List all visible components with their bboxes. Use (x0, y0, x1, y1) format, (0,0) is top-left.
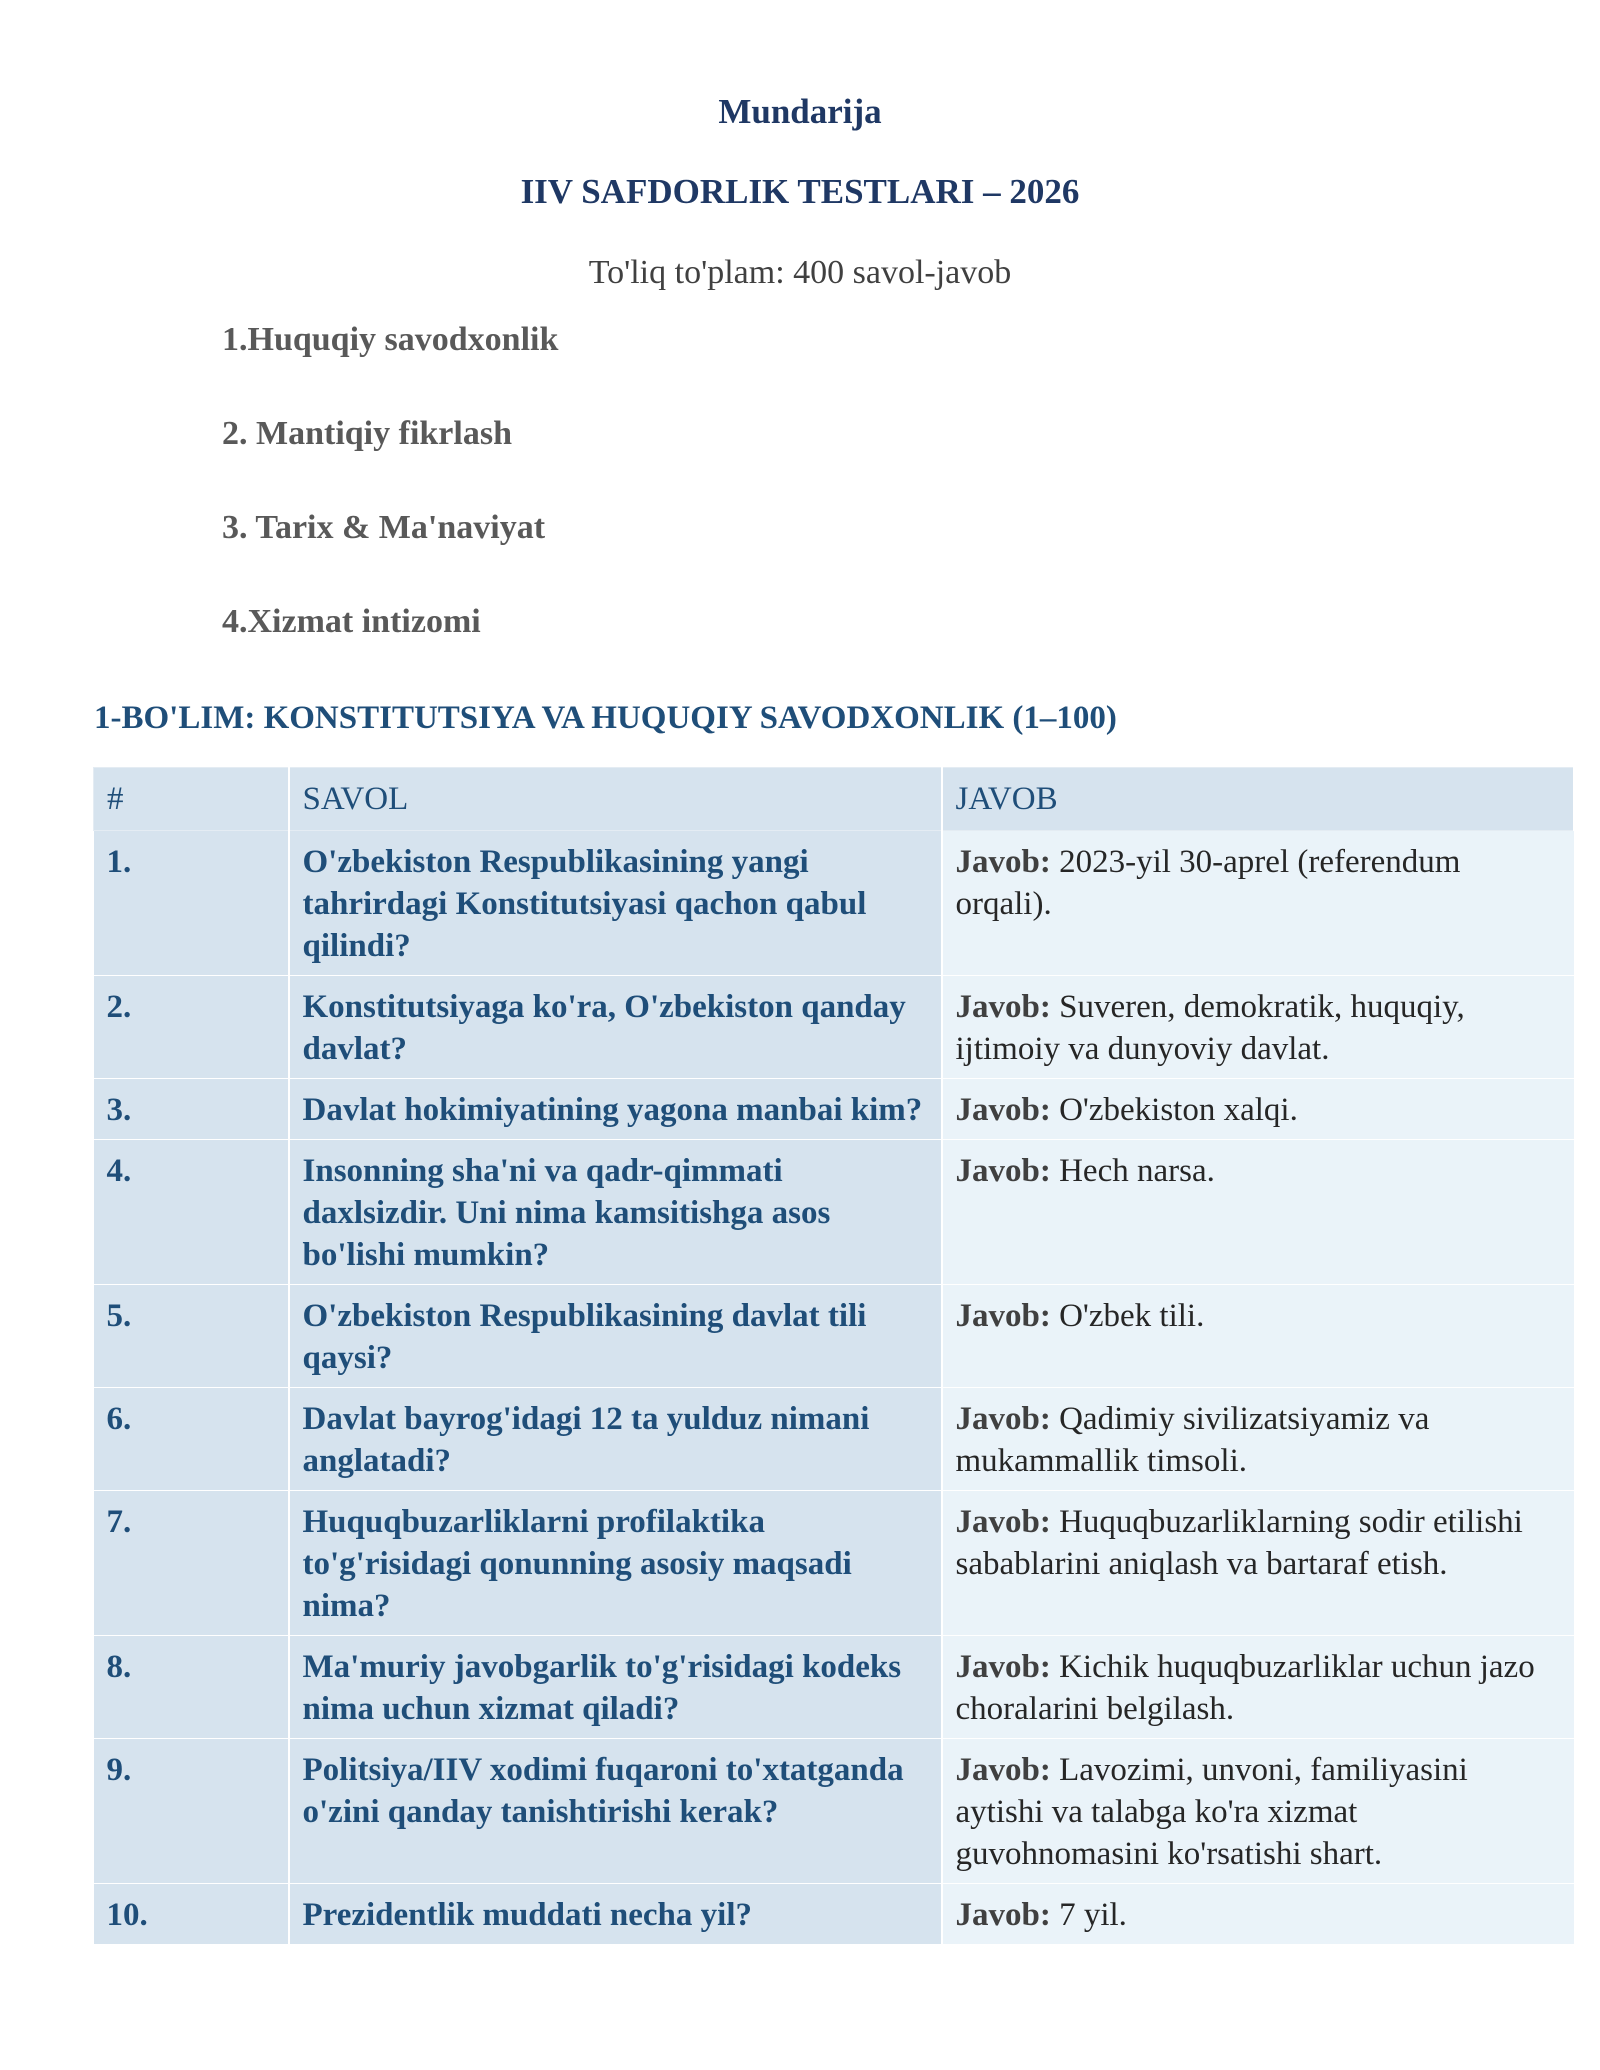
row-number: 8. (94, 1636, 289, 1739)
row-number: 9. (94, 1739, 289, 1884)
toc-item[interactable]: 1.Huquqiy savodxonlik (222, 321, 559, 358)
column-header-number: # (94, 768, 289, 831)
question-cell: O'zbekiston Respublikasining yangi tahrirdagi Konstitutsiyasi qachon qabul qilindi? (289, 831, 942, 976)
answer-cell (942, 1884, 1574, 1945)
column-header-answer: JAVOB (942, 768, 1574, 831)
row-number: 2. (94, 976, 289, 1079)
answer-cell (942, 1636, 1574, 1739)
table-row (94, 1739, 1574, 1884)
row-number: 5. (94, 1285, 289, 1388)
answer-text: O'zbek tili. (1059, 1298, 1205, 1334)
answer-text: 2023-yil 30-aprel (referendum orqali). (955, 844, 1461, 922)
answer-prefix: Javob: (955, 1298, 1051, 1334)
question-cell: Prezidentlik muddati necha yil? (289, 1884, 942, 1945)
question-cell: Davlat hokimiyatining yagona manbai kim? (289, 1079, 942, 1140)
table-row (94, 1079, 1574, 1140)
question-cell: Davlat bayrog'idagi 12 ta yulduz nimani anglatadi? (289, 1388, 942, 1491)
answer-cell (942, 976, 1574, 1079)
answer-prefix: Javob: (955, 989, 1051, 1025)
answer-prefix: Javob: (955, 1649, 1051, 1685)
section-heading: 1-BO'LIM: KONSTITUTSIYA VA HUQUQIY SAVODXONLIK (1–100) (94, 700, 1117, 736)
table-row (94, 1140, 1574, 1285)
answer-cell (942, 1739, 1574, 1884)
table-row (94, 976, 1574, 1079)
row-number: 4. (94, 1140, 289, 1285)
answer-cell (942, 1140, 1574, 1285)
row-number: 10. (94, 1884, 289, 1945)
question-cell: Ma'muriy javobgarlik to'g'risidagi kodeks nima uchun xizmat qiladi? (289, 1636, 942, 1739)
question-cell: Politsiya/IIV xodimi fuqaroni to'xtatganda o'zini qanday tanishtirishi kerak? (289, 1739, 942, 1884)
row-number: 6. (94, 1388, 289, 1491)
subtitle: To'liq to'plam: 400 savol-javob (588, 254, 1012, 291)
answer-text: Qadimiy sivilizatsiyamiz va mukammallik timsoli. (955, 1401, 1430, 1479)
question-cell: Konstitutsiyaga ko'ra, O'zbekiston qanday davlat? (289, 976, 942, 1079)
table-body (94, 831, 1574, 1945)
toc-item[interactable]: 4.Xizmat intizomi (222, 603, 481, 640)
qa-table (93, 767, 1575, 1945)
table-row (94, 831, 1574, 976)
answer-text: Hech narsa. (1059, 1153, 1215, 1189)
table-header-row (94, 768, 1574, 831)
question-cell: Insonning sha'ni va qadr-qimmati daxlsizdir. Uni nima kamsitishga asos bo'lishi mumkin? (289, 1140, 942, 1285)
table-row (94, 1388, 1574, 1491)
answer-prefix: Javob: (955, 1153, 1051, 1189)
question-cell: O'zbekiston Respublikasining davlat tili qaysi? (289, 1285, 942, 1388)
answer-text: 7 yil. (1059, 1897, 1127, 1933)
row-number: 3. (94, 1079, 289, 1140)
answer-prefix: Javob: (955, 1401, 1051, 1437)
toc-item[interactable]: 2. Mantiqiy fikrlash (222, 415, 512, 452)
row-number: 7. (94, 1491, 289, 1636)
answer-prefix: Javob: (955, 1092, 1051, 1128)
answer-prefix: Javob: (955, 1897, 1051, 1933)
column-header-question: SAVOL (289, 768, 942, 831)
table-row (94, 1285, 1574, 1388)
answer-prefix: Javob: (955, 1752, 1051, 1788)
answer-text: Lavozimi, unvoni, familiyasini aytishi va talabga ko'ra xizmat guvohnomasini ko'rsatishi shart. (955, 1752, 1468, 1872)
answer-text: Suveren, demokratik, huquqiy, ijtimoiy va dunyoviy davlat. (955, 989, 1465, 1067)
table-row (94, 1491, 1574, 1636)
document-title: Mundarija (718, 92, 882, 131)
answer-text: Kichik huquqbuzarliklar uchun jazo choralarini belgilash. (955, 1649, 1535, 1727)
answer-cell (942, 1388, 1574, 1491)
row-number: 1. (94, 831, 289, 976)
answer-text: O'zbekiston xalqi. (1059, 1092, 1298, 1128)
answer-cell (942, 1491, 1574, 1636)
table-row (94, 1884, 1574, 1945)
table-row (94, 1636, 1574, 1739)
question-cell: Huquqbuzarliklarni profilaktika to'g'risidagi qonunning asosiy maqsadi nima? (289, 1491, 942, 1636)
answer-prefix: Javob: (955, 844, 1051, 880)
answer-text: Huquqbuzarliklarning sodir etilishi sabablarini aniqlash va bartaraf etish. (955, 1504, 1523, 1582)
table-of-contents (222, 318, 558, 694)
main-title: IIV SAFDORLIK TESTLARI – 2026 (520, 172, 1080, 211)
toc-item[interactable]: 3. Tarix & Ma'naviyat (222, 509, 546, 546)
answer-cell (942, 1079, 1574, 1140)
answer-cell (942, 1285, 1574, 1388)
answer-prefix: Javob: (955, 1504, 1051, 1540)
answer-cell (942, 831, 1574, 976)
